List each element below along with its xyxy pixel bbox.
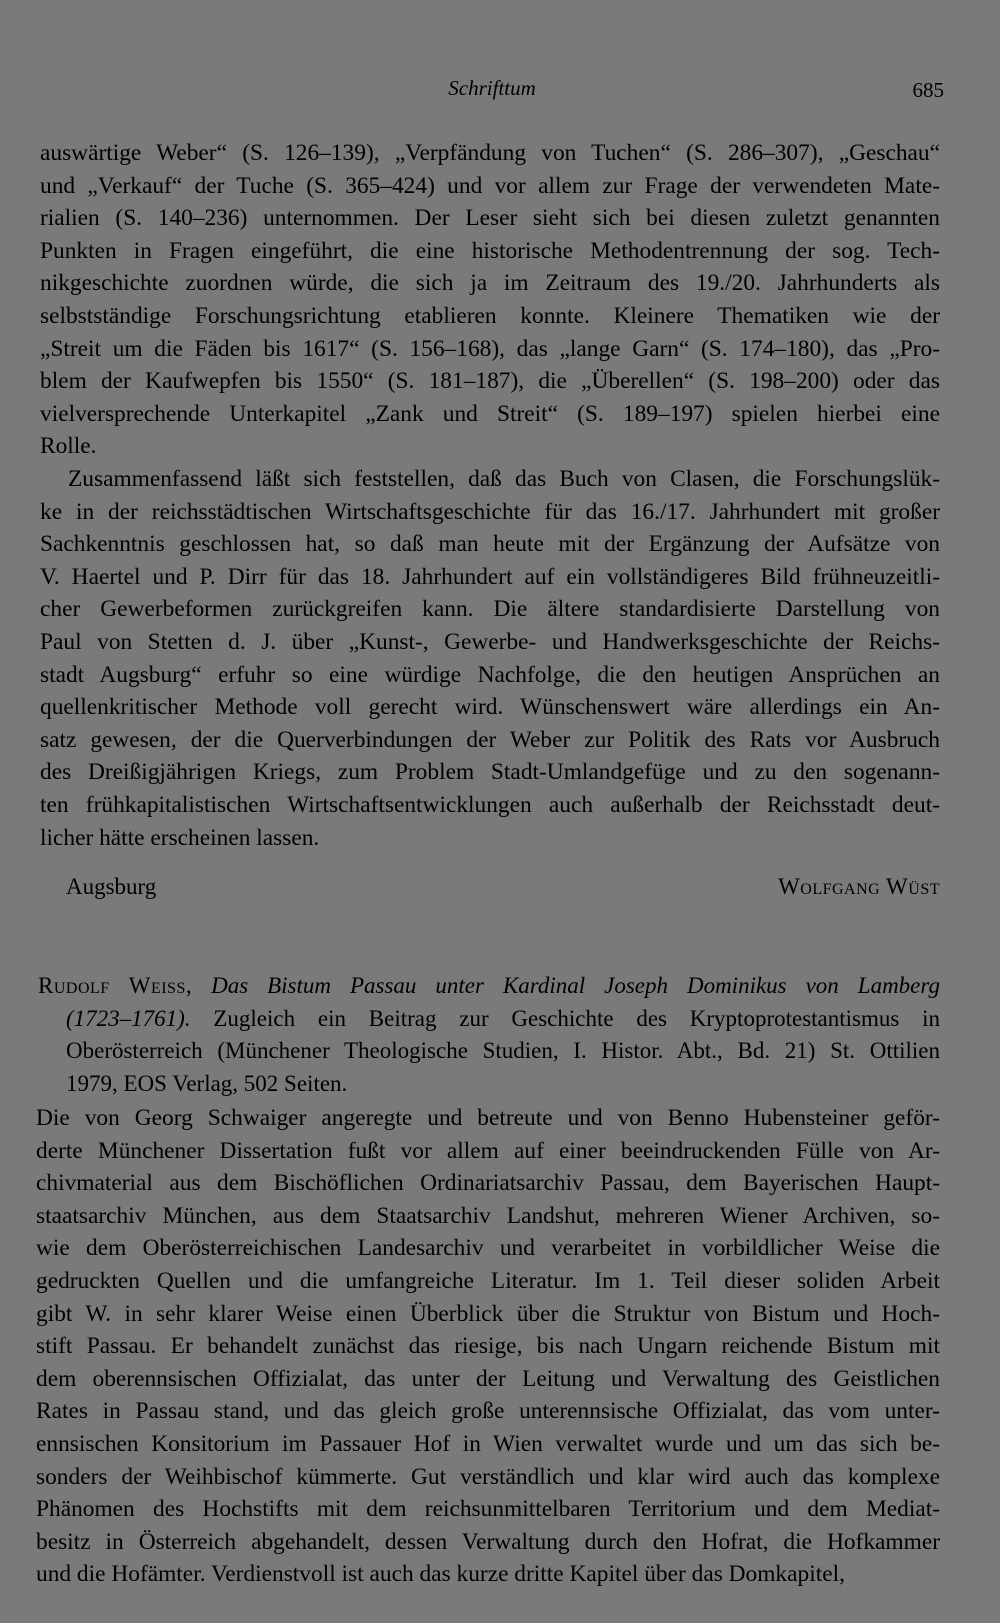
signature-place: Augsburg: [66, 874, 157, 899]
text-line: gedruckten Quellen und die umfangreiche Literatur. Im 1. Teil dieser soliden Arbeit: [36, 1267, 940, 1294]
citation-title: Das Bistum Passau unter Kardinal Joseph Dominikus von Lamberg: [211, 973, 940, 998]
text-line: Rolle.: [40, 433, 97, 460]
running-head: [40, 68, 944, 108]
text-line: „Streit um die Fäden bis 1617“ (S. 156–168), das „lange Garn“ (S. 174–180), das „Pro-: [40, 335, 940, 362]
text-line: licher hätte erscheinen lassen.: [40, 824, 320, 851]
text-line: staatsarchiv München, aus dem Staatsarchiv Landshut, mehreren Wiener Archiven, so-: [36, 1202, 940, 1229]
text-line: cher Gewerbeformen zurückgreifen kann. Die ältere standardisierte Darstellung von: [40, 596, 940, 623]
text-line: selbstständige Forschungsrichtung etablieren konnte. Kleinere Thematiken wie der: [40, 302, 940, 329]
text-line: stift Passau. Er behandelt zunächst das riesige, bis nach Ungarn reichende Bistum mit: [36, 1333, 940, 1360]
text-line: quellenkritischer Methode voll gerecht wird. Wünschenswert wäre allerdings ein An-: [40, 694, 940, 721]
running-title: Schrifttum: [448, 76, 536, 100]
text-line: nikgeschichte zuordnen würde, die sich ja im Zeitraum des 19./20. Jahrhunderts als: [40, 270, 940, 297]
text-line: V. Haertel und P. Dirr für das 18. Jahrhundert auf ein vollständigeres Bild frühneuzeitli-: [40, 563, 940, 590]
review1-signature: [66, 874, 940, 908]
text-line: dem oberennsischen Offizialat, das unter der Leitung und Verwaltung des Geistlichen: [36, 1365, 940, 1392]
text-line: Paul von Stetten d. J. über „Kunst-, Gewerbe- und Handwerksgeschichte der Reichs-: [40, 628, 940, 655]
citation-line-2: [38, 1003, 940, 1036]
text-line: satz gewesen, der die Querverbindungen der Weber zur Politik des Rats vor Ausbruch: [40, 726, 940, 753]
text-line: und die Hofämter. Verdienstvoll ist auch das kurze dritte Kapitel über das Domkapitel,: [36, 1561, 845, 1588]
text-line: Die von Georg Schwaiger angeregte und betreute und von Benno Hubensteiner geför-: [36, 1105, 940, 1131]
text-line: ennsischen Konsitorium im Passauer Hof in Wien verwaltet wurde und um das sich be-: [36, 1430, 940, 1457]
page-number: 685: [912, 78, 944, 102]
review1-paragraph1: [40, 137, 940, 463]
text-line: derte Münchener Dissertation fußt vor allem auf einer beeindruckenden Fülle von Ar-: [36, 1137, 940, 1164]
signature-author: Wolfgang Wüst: [778, 874, 940, 899]
citation-years: (1723–1761).: [66, 1005, 191, 1031]
text-line: wie dem Oberösterreichischen Landesarchiv und verarbeitet in vorbildlicher Weise die: [36, 1235, 940, 1262]
citation-subtitle: Zugleich ein Beitrag zur Geschichte des Kryptoprotestantismus in: [213, 1005, 940, 1031]
text-line: ke in der reichsstädtischen Wirtschaftsgeschichte für das 16./17. Jahrhundert mit großer: [40, 498, 940, 525]
text-line: ten frühkapitalistischen Wirtschaftsentwicklungen auch außerhalb der Reichsstadt deut-: [40, 791, 940, 818]
text-line: Rates in Passau stand, und das gleich große unterennsische Offizialat, das vom unter-: [36, 1398, 940, 1425]
text-line: besitz in Österreich abgehandelt, dessen Verwaltung durch den Hofrat, die Hofkammer: [36, 1528, 940, 1555]
text-line: gibt W. in sehr klarer Weise einen Überblick über die Struktur von Bistum und Hoch-: [36, 1300, 940, 1327]
citation-line-3: Oberösterreich (Münchener Theologische Studien, I. Histor. Abt., Bd. 21) St. Ottilien: [66, 1038, 940, 1064]
review2-body: [36, 1102, 940, 1591]
text-line: blem der Kaufwepfen bis 1550“ (S. 181–187), die „Überellen“ (S. 198–200) oder das: [40, 368, 940, 395]
text-line: und „Verkauf“ der Tuche (S. 365–424) und vor allem zur Frage der verwendeten Mate-: [40, 172, 940, 199]
review2-citation: [38, 970, 940, 1100]
text-line: Phänomen des Hochstifts mit dem reichsunmittelbaren Territorium und dem Mediat-: [36, 1496, 940, 1523]
text-line: chivmaterial aus dem Bischöflichen Ordinariatsarchiv Passau, dem Bayerischen Haupt-: [36, 1170, 940, 1197]
review1-paragraph2: [40, 463, 940, 854]
text-line: Zusammenfassend läßt sich feststellen, daß das Buch von Clasen, die Forschungslük-: [68, 466, 940, 492]
text-line: auswärtige Weber“ (S. 126–139), „Verpfändung von Tuchen“ (S. 286–307), „Geschau“: [40, 140, 940, 166]
citation-line-4: 1979, EOS Verlag, 502 Seiten.: [66, 1070, 348, 1096]
text-line: Punkten in Fragen eingeführt, die eine historische Methodentrennung der sog. Tech-: [40, 237, 940, 264]
text-line: sonders der Weihbischof kümmerte. Gut verständlich und klar wird auch das komplexe: [36, 1463, 940, 1490]
text-line: vielversprechende Unterkapitel „Zank und Streit“ (S. 189–197) spielen hierbei eine: [40, 400, 940, 427]
citation-line-1: [38, 970, 940, 1003]
text-line: stadt Augsburg“ erfuhr so eine würdige Nachfolge, die den heutigen Ansprüchen an: [40, 661, 940, 688]
text-line: des Dreißigjährigen Kriegs, zum Problem Stadt-Umlandgefüge und zu den sogenann-: [40, 759, 940, 786]
text-line: rialien (S. 140–236) unternommen. Der Leser sieht sich bei diesen zuletzt genannten: [40, 205, 940, 232]
text-line: Sachkenntnis geschlossen hat, so daß man heute mit der Ergänzung der Aufsätze von: [40, 531, 940, 558]
citation-author: Rudolf Weiss,: [38, 973, 193, 998]
